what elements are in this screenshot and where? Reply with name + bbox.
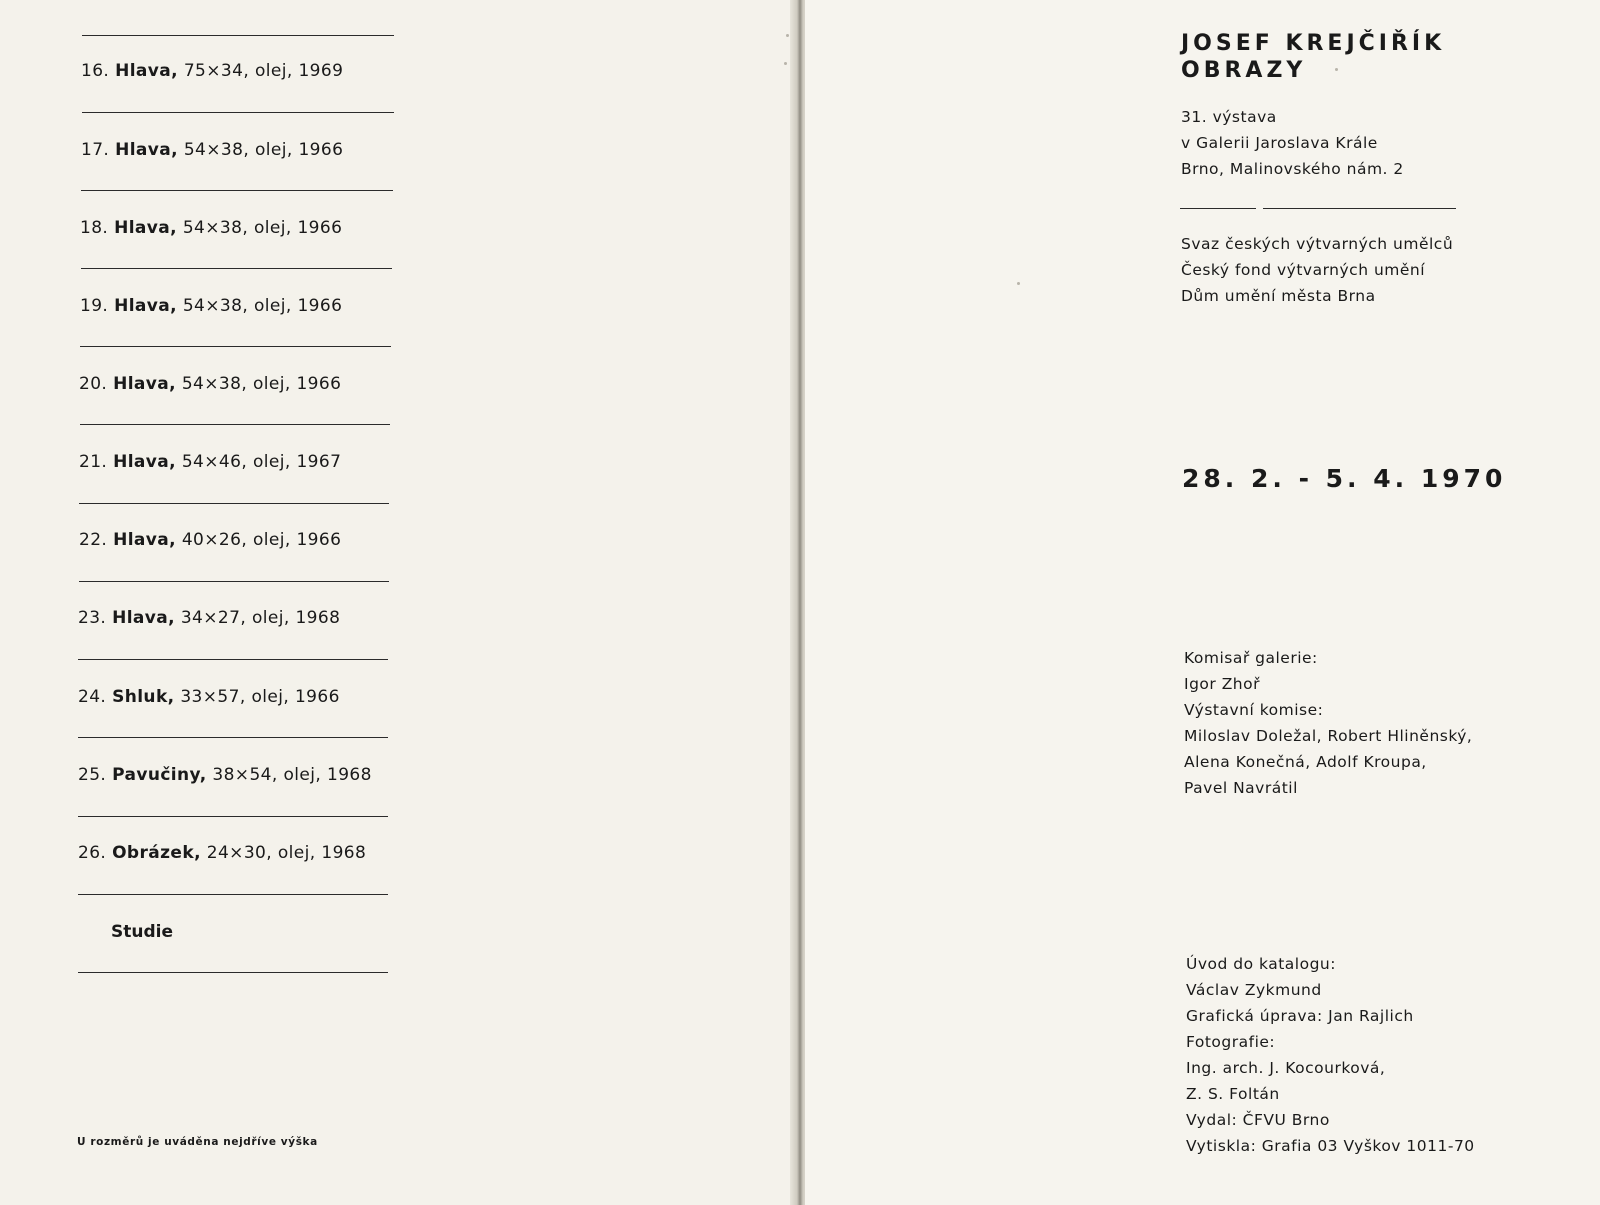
divider bbox=[82, 35, 394, 36]
divider bbox=[1263, 208, 1456, 209]
credits-line: Vydal: ČFVU Brno bbox=[1186, 1111, 1330, 1129]
catalog-entry: 20. Hlava, 54×38, olej, 1966 bbox=[79, 374, 342, 394]
divider bbox=[78, 894, 388, 895]
exhibition-line: v Galerii Jaroslava Krále bbox=[1181, 134, 1378, 152]
organizer-line: Svaz českých výtvarných umělců bbox=[1181, 235, 1454, 253]
credits-line: Úvod do katalogu: bbox=[1186, 955, 1336, 973]
catalog-entry: 24. Shluk, 33×57, olej, 1966 bbox=[78, 687, 340, 707]
credits-line: Z. S. Foltán bbox=[1186, 1085, 1280, 1103]
exhibition-dates: 28. 2. - 5. 4. 1970 bbox=[1182, 464, 1507, 493]
catalog-entry: 22. Hlava, 40×26, olej, 1966 bbox=[79, 530, 342, 550]
dimensions-footnote: U rozměrů je uváděna nejdříve výška bbox=[77, 1136, 318, 1148]
catalog-subtitle: OBRAZY bbox=[1181, 58, 1307, 83]
committee-line: Výstavní komise: bbox=[1184, 701, 1324, 719]
divider bbox=[1180, 208, 1256, 209]
catalog-entry: 21. Hlava, 54×46, olej, 1967 bbox=[79, 452, 342, 472]
paper-speck bbox=[784, 62, 787, 65]
catalog-entry: 25. Pavučiny, 38×54, olej, 1968 bbox=[78, 765, 372, 785]
divider bbox=[78, 972, 388, 973]
committee-line: Igor Zhoř bbox=[1184, 675, 1260, 693]
divider bbox=[79, 503, 389, 504]
organizer-line: Český fond výtvarných umění bbox=[1181, 261, 1426, 279]
paper-speck bbox=[786, 34, 789, 37]
catalog-entry: 26. Obrázek, 24×30, olej, 1968 bbox=[78, 843, 367, 863]
exhibition-info bbox=[1181, 104, 1404, 182]
divider bbox=[78, 816, 388, 817]
organizer-line: Dům umění města Brna bbox=[1181, 287, 1376, 305]
credits-line: Fotografie: bbox=[1186, 1033, 1276, 1051]
catalog-entry: 19. Hlava, 54×38, olej, 1966 bbox=[80, 296, 343, 316]
exhibition-line: Brno, Malinovského nám. 2 bbox=[1181, 160, 1404, 178]
committee-line: Alena Konečná, Adolf Kroupa, bbox=[1184, 753, 1427, 771]
catalog-title bbox=[1181, 30, 1445, 84]
exhibition-line: 31. výstava bbox=[1181, 108, 1277, 126]
catalog-entry: 17. Hlava, 54×38, olej, 1966 bbox=[81, 140, 344, 160]
divider bbox=[81, 268, 392, 269]
committee-line: Komisař galerie: bbox=[1184, 649, 1318, 667]
artist-name: JOSEF KREJČIŘÍK bbox=[1181, 31, 1446, 56]
organizers bbox=[1181, 231, 1453, 309]
divider bbox=[80, 346, 391, 347]
divider bbox=[78, 659, 388, 660]
credits-line: Vytiskla: Grafia 03 Vyškov 1011-70 bbox=[1186, 1137, 1475, 1155]
catalog-entry: 23. Hlava, 34×27, olej, 1968 bbox=[78, 608, 341, 628]
divider bbox=[82, 112, 394, 113]
credits-info bbox=[1186, 951, 1475, 1159]
credits-line: Ing. arch. J. Kocourková, bbox=[1186, 1059, 1386, 1077]
section-heading-studie: Studie bbox=[111, 922, 173, 942]
divider bbox=[79, 581, 389, 582]
paper-speck bbox=[1017, 282, 1020, 285]
catalog-entry: 16. Hlava, 75×34, olej, 1969 bbox=[81, 61, 344, 81]
committee-info bbox=[1184, 645, 1472, 801]
left-page bbox=[0, 0, 795, 1205]
credits-line: Grafická úprava: Jan Rajlich bbox=[1186, 1007, 1414, 1025]
divider bbox=[78, 737, 388, 738]
credits-line: Václav Zykmund bbox=[1186, 981, 1322, 999]
divider bbox=[80, 424, 390, 425]
catalog-entry: 18. Hlava, 54×38, olej, 1966 bbox=[80, 218, 343, 238]
committee-line: Miloslav Doležal, Robert Hliněnský, bbox=[1184, 727, 1473, 745]
divider bbox=[81, 190, 393, 191]
committee-line: Pavel Navrátil bbox=[1184, 779, 1298, 797]
